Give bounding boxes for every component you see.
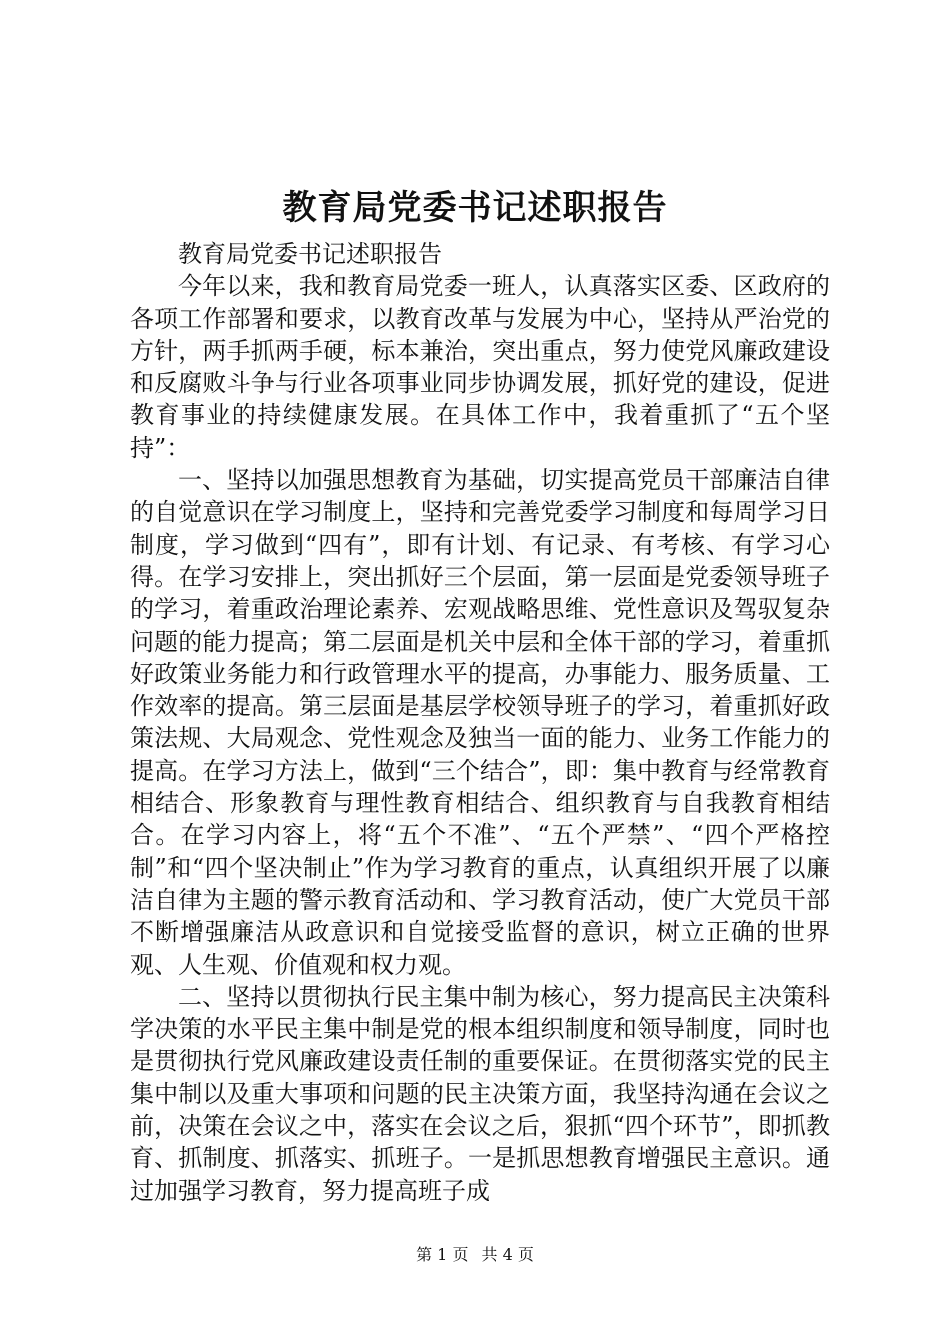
document-title: 教育局党委书记述职报告 — [282, 188, 668, 228]
body-paragraph-section-2: 二、坚持以贯彻执行民主集中制为核心，努力提高民主决策科学决策的水平民主集中制是党的根本组织制度和领导制度，同时也是贯彻执行党风廉政建设责任制的重要保证。在贯彻落实党的民主集中制以及重大事项和问题的民主决策方面，我坚持沟通在会议之前，决策在会议之中，落实在会议之后，狠抓“四个环节”，即抓教育、抓制度、抓落实、抓班子。一是抓思想教育增强民主意识。通过加强学习教育，努力提高班子成 — [130, 982, 830, 1205]
page-total: 共 4 页 — [481, 1245, 534, 1264]
body-paragraph-section-1: 一、坚持以加强思想教育为基础，切实提高党员干部廉洁自律的自觉意识在学习制度上，坚持和完善党委学习制度和每周学习日制度，学习做到“四有”，即有计划、有记录、有考核、有学习心得。在学习安排上，突出抓好三个层面，第一层面是党委领导班子的学习，着重政治理论素养、宏观战略思维、党性意识及驾驭复杂问题的能力提高；第二层面是机关中层和全体干部的学习，着重抓好政策业务能力和行政管理水平的提高，办事能力、服务质量、工作效率的提高。第三层面是基层学校领导班子的学习，着重抓好政策法规、大局观念、党性观念及独当一面的能力、业务工作能力的提高。在学习方法上，做到“三个结合”，即：集中教育与经常教育相结合、形象教育与理性教育相结合、组织教育与自我教育相结合。在学习内容上，将“五个不准”、“五个严禁”、“四个严格控制”和“四个坚决制止”作为学习教育的重点，认真组织开展了以廉洁自律为主题的警示教育活动和、学习教育活动，使广大党员干部不断增强廉洁从政意识和自觉接受监督的意识，树立正确的世界观、人生观、价值观和权力观。 — [130, 466, 830, 979]
page-footer — [0, 1244, 950, 1266]
body-paragraph-intro: 今年以来，我和教育局党委一班人，认真落实区委、区政府的各项工作部署和要求，以教育改革与发展为中心，坚持从严治党的方针，两手抓两手硬，标本兼治，突出重点，努力使党风廉政建设和反腐败斗争与行业各项事业同步协调发展，抓好党的建设，促进教育事业的持续健康发展。在具体工作中，我着重抓了“五个坚持”： — [130, 272, 830, 462]
body-paragraph-subtitle: 教育局党委书记述职报告 — [178, 240, 442, 268]
page-number: 第 1 页 — [416, 1245, 469, 1264]
document-body — [130, 238, 830, 1207]
